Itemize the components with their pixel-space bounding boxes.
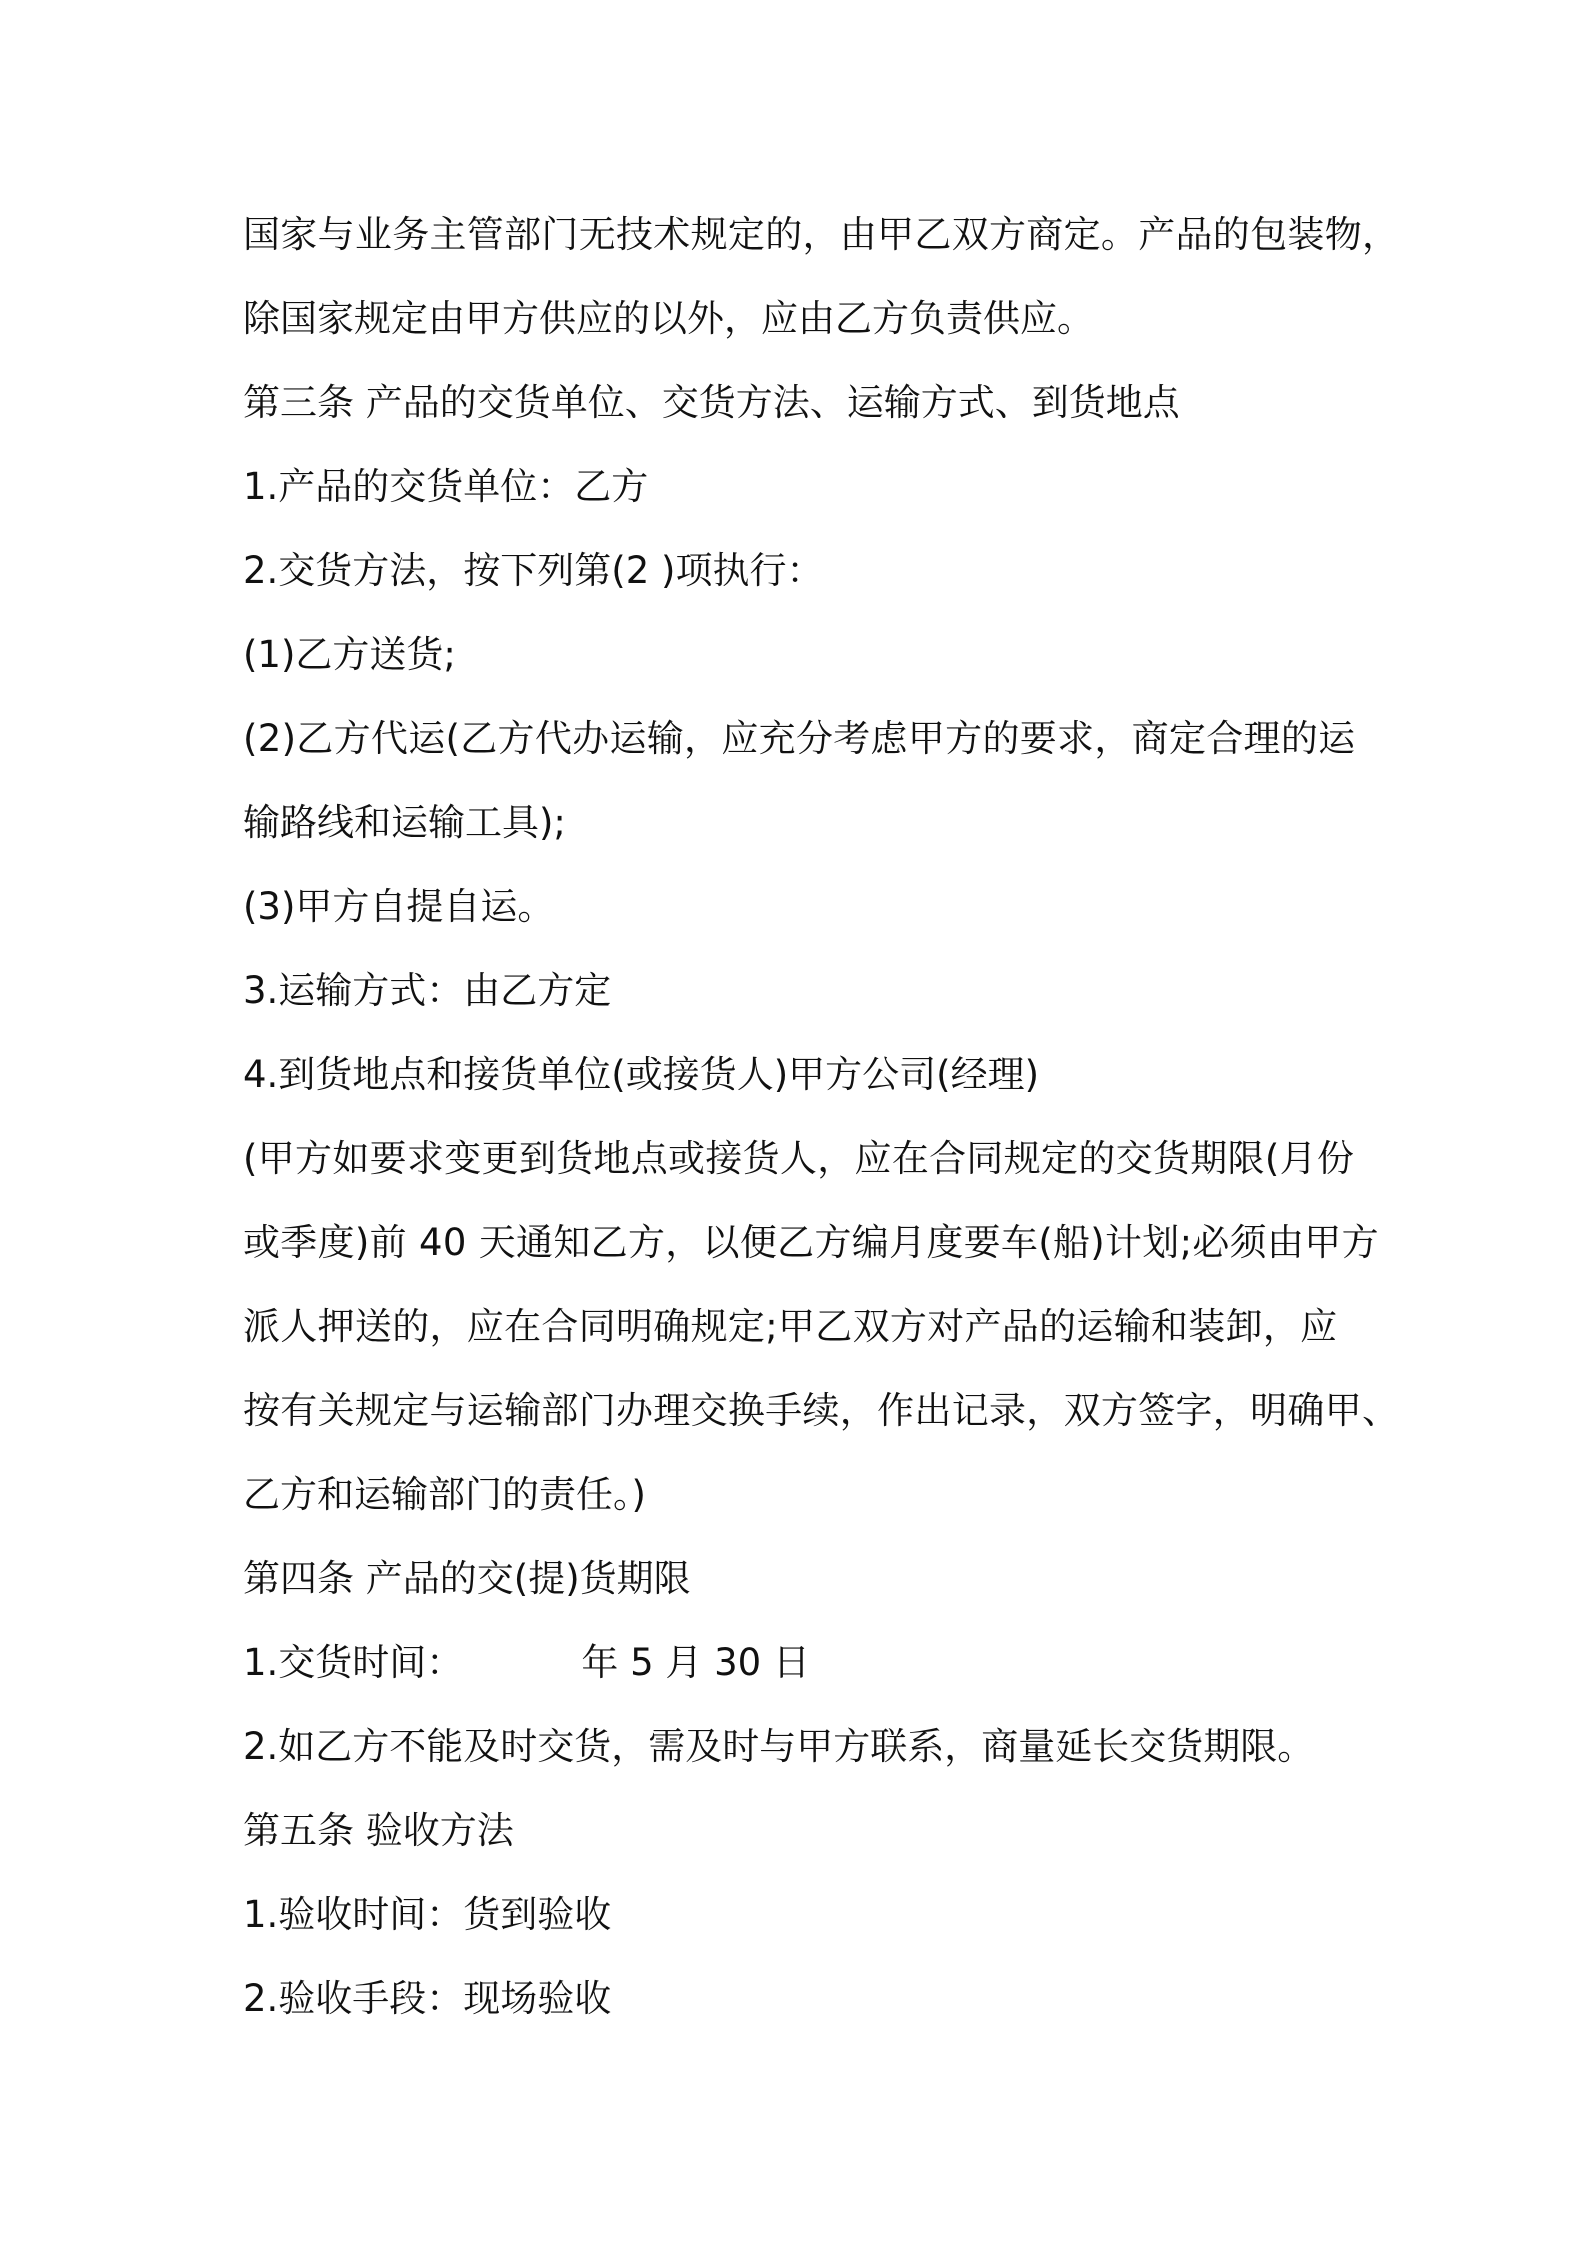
text-line: 2.交货方法，按下列第(2 )项执行： [243,549,824,592]
text-line: 2.验收手段：现场验收 [243,1977,612,2020]
article-heading: 第五条 验收方法 [243,1809,514,1852]
article-heading: 第三条 产品的交货单位、交货方法、运输方式、到货地点 [243,381,1180,424]
text-line: (3)甲方自提自运。 [243,885,555,928]
text-line: 派人押送的，应在合同明确规定;甲乙双方对产品的运输和装卸，应 [243,1305,1338,1348]
text-line: (2)乙方代运(乙方代办运输，应充分考虑甲方的要求，商定合理的运 [243,717,1356,760]
delivery-time-line [243,1621,1363,1705]
text-line: 4.到货地点和接货单位(或接货人)甲方公司(经理) [243,1053,1040,1096]
text-line: (甲方如要求变更到货地点或接货人，应在合同规定的交货期限(月份 [243,1137,1355,1180]
text-line: 1.验收时间：货到验收 [243,1893,612,1936]
text-line: 3.运输方式：由乙方定 [243,969,612,1012]
text-line: 或季度)前 40 天通知乙方，以便乙方编月度要车(船)计划;必须由甲方 [243,1221,1379,1264]
text-line: 2.如乙方不能及时交货，需及时与甲方联系，商量延长交货期限。 [243,1725,1315,1768]
text-line: 乙方和运输部门的责任。) [243,1473,646,1516]
delivery-time-label: 1.交货时间： [243,1641,464,1684]
text-line: 1.产品的交货单位：乙方 [243,465,649,508]
text-line: 国家与业务主管部门无技术规定的，由甲乙双方商定。产品的包装物， [243,213,1400,256]
article-heading: 第四条 产品的交(提)货期限 [243,1557,691,1600]
text-line: 除国家规定由甲方供应的以外，应由乙方负责供应。 [243,297,1094,340]
contract-body [243,193,1400,2041]
text-line: (1)乙方送货; [243,633,456,676]
text-line: 按有关规定与运输部门办理交换手续，作出记录，双方签字，明确甲、 [243,1389,1400,1432]
text-line: 输路线和运输工具); [243,801,566,844]
delivery-time-value: 年 5 月 30 日 [581,1641,810,1684]
